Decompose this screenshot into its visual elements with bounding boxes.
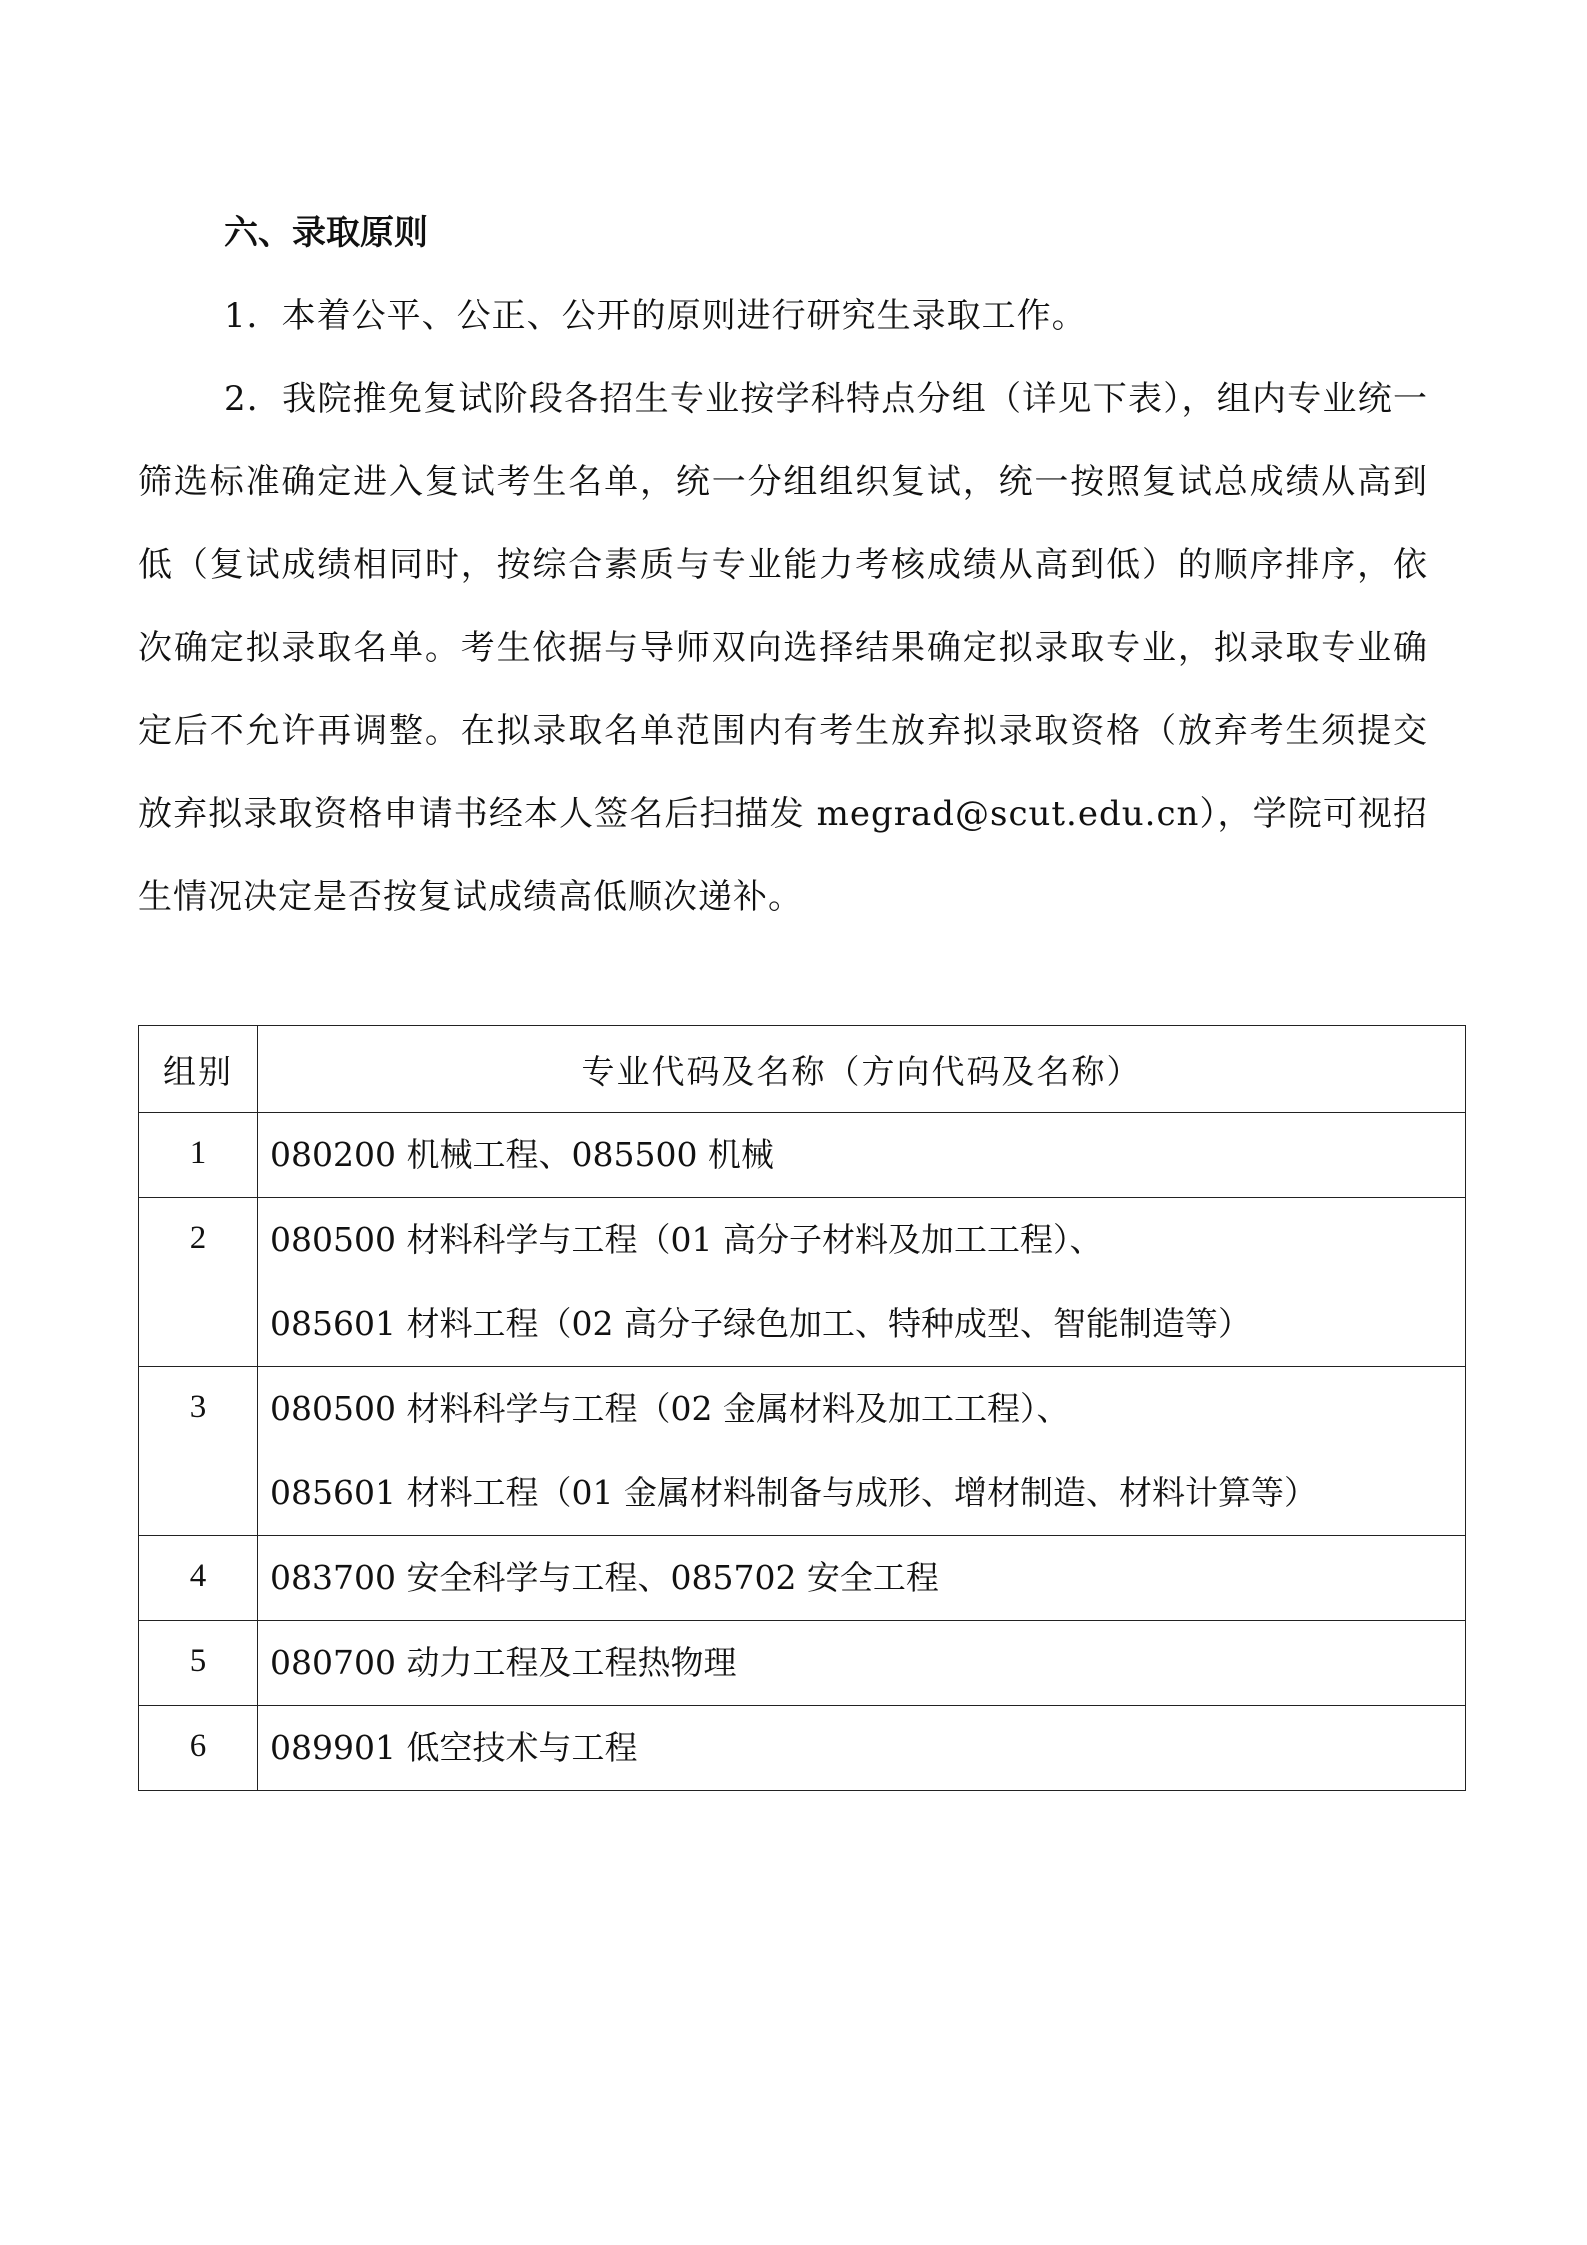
group-number: 3 — [139, 1367, 258, 1536]
paragraph-1: 1．本着公平、公正、公开的原则进行研究生录取工作。 — [224, 296, 1087, 336]
table-row — [139, 1621, 1466, 1706]
group-table — [138, 1025, 1466, 1791]
paragraph-2: 2．我院推免复试阶段各招生专业按学科特点分组（详见下表），组内专业统一筛选标准确定进入复试考生名单，统一分组组织复试，统一按照复试总成绩从高到低（复试成绩相同时，按综合素质与专业能力考核成绩从高到低）的顺序排序，依次确定拟录取名单。考生依据与导师双向选择结果确定拟录取专业，拟录取专业确定后不允许再调整。在拟录取名单范围内有考生放弃拟录取资格（放弃考生须提交放弃拟录取资格申请书经本人签名后扫描发 megrad@scut.edu.cn），学院可视招生情况决定是否按复试成绩高低顺次递补。 — [138, 379, 1428, 917]
major-line: 089901 低空技术与工程 — [270, 1728, 638, 1767]
group-number: 2 — [139, 1198, 258, 1367]
major-line: 080200 机械工程、085500 机械 — [270, 1135, 774, 1174]
majors-cell — [258, 1621, 1466, 1706]
table-row — [139, 1706, 1466, 1791]
group-number: 6 — [139, 1706, 258, 1791]
group-number: 1 — [139, 1113, 258, 1198]
major-line: 080500 材料科学与工程（01 高分子材料及加工工程）、 — [270, 1220, 1103, 1259]
majors-cell — [258, 1706, 1466, 1791]
header-majors: 专业代码及名称（方向代码及名称） — [258, 1026, 1466, 1113]
header-group: 组别 — [139, 1026, 258, 1113]
majors-cell — [258, 1367, 1466, 1536]
majors-cell — [258, 1536, 1466, 1621]
section-heading: 六、录取原则 — [224, 213, 428, 253]
major-line: 085601 材料工程（01 金属材料制备与成形、增材制造、材料计算等） — [270, 1473, 1317, 1512]
group-number: 4 — [139, 1536, 258, 1621]
major-line: 080700 动力工程及工程热物理 — [270, 1643, 737, 1682]
table-row — [139, 1536, 1466, 1621]
table-row — [139, 1198, 1466, 1367]
group-number: 5 — [139, 1621, 258, 1706]
table-row — [139, 1113, 1466, 1198]
table-row — [139, 1367, 1466, 1536]
major-line: 080500 材料科学与工程（02 金属材料及加工工程）、 — [270, 1389, 1070, 1428]
major-line: 085601 材料工程（02 高分子绿色加工、特种成型、智能制造等） — [270, 1304, 1251, 1343]
major-line: 083700 安全科学与工程、085702 安全工程 — [270, 1558, 939, 1597]
majors-cell — [258, 1113, 1466, 1198]
table-header-row — [139, 1026, 1466, 1113]
majors-cell — [258, 1198, 1466, 1367]
